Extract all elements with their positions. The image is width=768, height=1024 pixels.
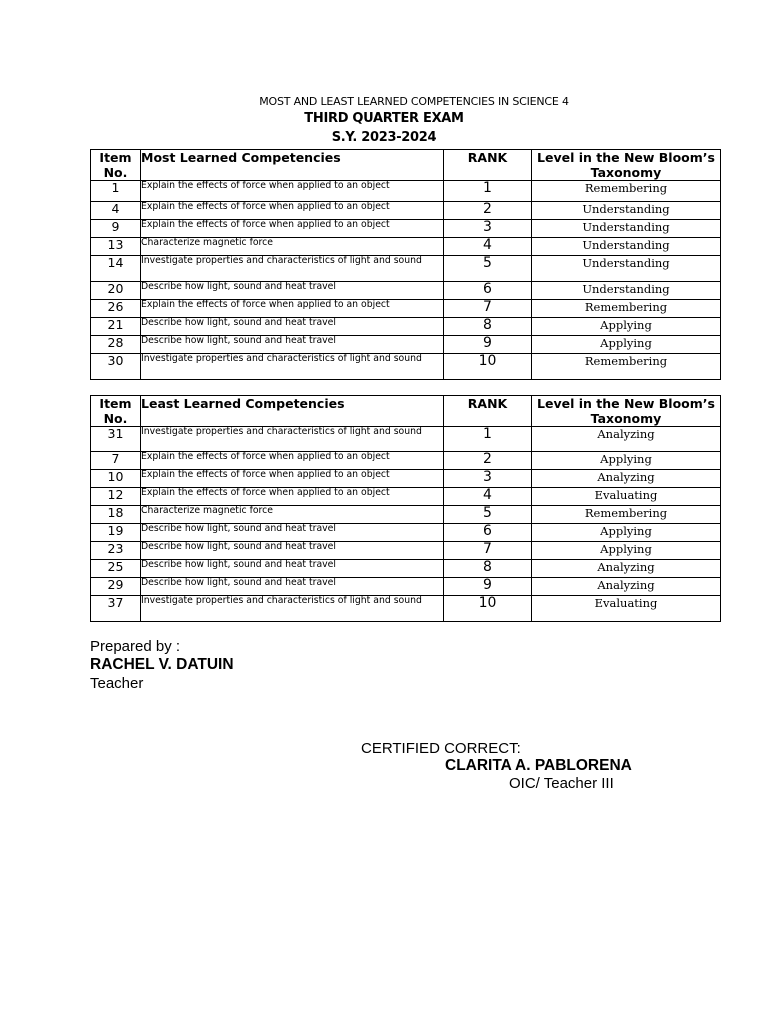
rank: 1 [444,181,532,202]
taxonomy-level: Evaluating [532,596,721,622]
competency: Characterize magnetic force [141,506,444,524]
table-row [91,256,721,282]
item-number: 19 [91,524,141,542]
competency: Explain the effects of force when applied to an object [141,452,444,470]
taxonomy-level: Analyzing [532,578,721,596]
header-item-no: Item No. [91,150,141,181]
taxonomy-level: Analyzing [532,470,721,488]
rank: 8 [444,318,532,336]
rank: 3 [444,470,532,488]
certified-label: CERTIFIED CORRECT: [361,740,521,757]
taxonomy-level: Understanding [532,256,721,282]
competency: Investigate properties and characteristics of light and sound [141,354,444,380]
item-number: 1 [91,181,141,202]
item-number: 30 [91,354,141,380]
taxonomy-level: Applying [532,452,721,470]
table-row [91,506,721,524]
item-number: 4 [91,202,141,220]
rank: 9 [444,336,532,354]
taxonomy-level: Remembering [532,181,721,202]
table-row [91,596,721,622]
certified-name: CLARITA A. PABLORENA [445,757,632,774]
table-row [91,560,721,578]
table-row [91,336,721,354]
table-row [91,282,721,300]
competency: Describe how light, sound and heat travel [141,542,444,560]
competency: Describe how light, sound and heat travel [141,560,444,578]
competency: Characterize magnetic force [141,238,444,256]
competency: Explain the effects of force when applied to an object [141,202,444,220]
table-row [91,542,721,560]
item-number: 7 [91,452,141,470]
taxonomy-level: Applying [532,336,721,354]
competency: Investigate properties and characteristics of light and sound [141,596,444,622]
header-competency: Most Learned Competencies [141,150,444,181]
item-number: 9 [91,220,141,238]
competency: Investigate properties and characteristics of light and sound [141,427,444,452]
item-number: 31 [91,427,141,452]
table-row [91,354,721,380]
table-row [91,578,721,596]
header-rank: RANK [444,396,532,427]
table-row [91,300,721,318]
taxonomy-level: Applying [532,318,721,336]
table-header-row [91,396,721,427]
item-number: 12 [91,488,141,506]
competency: Explain the effects of force when applied to an object [141,470,444,488]
certified-role: OIC/ Teacher III [509,775,614,792]
school-year: S.Y. 2023-2024 [331,130,437,145]
rank: 6 [444,282,532,300]
item-number: 29 [91,578,141,596]
table-row [91,181,721,202]
competency: Explain the effects of force when applied to an object [141,488,444,506]
rank: 2 [444,202,532,220]
taxonomy-level: Remembering [532,506,721,524]
taxonomy-level: Understanding [532,282,721,300]
rank: 4 [444,238,532,256]
item-number: 23 [91,542,141,560]
rank: 10 [444,354,532,380]
competency: Investigate properties and characteristics of light and sound [141,256,444,282]
competency: Describe how light, sound and heat travel [141,578,444,596]
taxonomy-level: Analyzing [532,427,721,452]
table-row [91,524,721,542]
rank: 10 [444,596,532,622]
rank: 6 [444,524,532,542]
rank: 7 [444,542,532,560]
competency: Describe how light, sound and heat travel [141,336,444,354]
competency: Explain the effects of force when applied to an object [141,220,444,238]
rank: 3 [444,220,532,238]
exam-title: THIRD QUARTER EXAM [304,111,464,126]
least-learned-table [90,395,721,622]
item-number: 18 [91,506,141,524]
item-number: 26 [91,300,141,318]
competency: Describe how light, sound and heat travel [141,282,444,300]
item-number: 37 [91,596,141,622]
item-number: 25 [91,560,141,578]
header-rank: RANK [444,150,532,181]
taxonomy-level: Applying [532,524,721,542]
table-header-row [91,150,721,181]
item-number: 28 [91,336,141,354]
table-row [91,318,721,336]
rank: 8 [444,560,532,578]
header-item-no: Item No. [91,396,141,427]
rank: 7 [444,300,532,318]
competency: Explain the effects of force when applied to an object [141,181,444,202]
competency: Explain the effects of force when applied to an object [141,300,444,318]
header-level: Level in the New Bloom’s Taxonomy [532,150,721,181]
prepared-by-name: RACHEL V. DATUIN [90,656,234,673]
taxonomy-level: Remembering [532,300,721,318]
item-number: 21 [91,318,141,336]
item-number: 14 [91,256,141,282]
header-level: Level in the New Bloom’s Taxonomy [532,396,721,427]
table-row [91,238,721,256]
taxonomy-level: Remembering [532,354,721,380]
rank: 5 [444,506,532,524]
table-row [91,452,721,470]
taxonomy-level: Evaluating [532,488,721,506]
header-competency: Least Learned Competencies [141,396,444,427]
item-number: 13 [91,238,141,256]
competency: Describe how light, sound and heat travel [141,524,444,542]
rank: 5 [444,256,532,282]
rank: 9 [444,578,532,596]
prepared-by-role: Teacher [90,675,144,692]
rank: 1 [444,427,532,452]
table-row [91,220,721,238]
table-row [91,202,721,220]
rank: 4 [444,488,532,506]
taxonomy-level: Applying [532,542,721,560]
competency: Describe how light, sound and heat travel [141,318,444,336]
item-number: 10 [91,470,141,488]
table-row [91,470,721,488]
taxonomy-level: Understanding [532,202,721,220]
most-learned-table [90,149,721,380]
prepared-by-label: Prepared by : [90,638,181,655]
taxonomy-level: Understanding [532,238,721,256]
taxonomy-level: Analyzing [532,560,721,578]
table-row [91,427,721,452]
table-row [91,488,721,506]
item-number: 20 [91,282,141,300]
rank: 2 [444,452,532,470]
document-title: MOST AND LEAST LEARNED COMPETENCIES IN SCIENCE 4 [259,95,569,108]
taxonomy-level: Understanding [532,220,721,238]
